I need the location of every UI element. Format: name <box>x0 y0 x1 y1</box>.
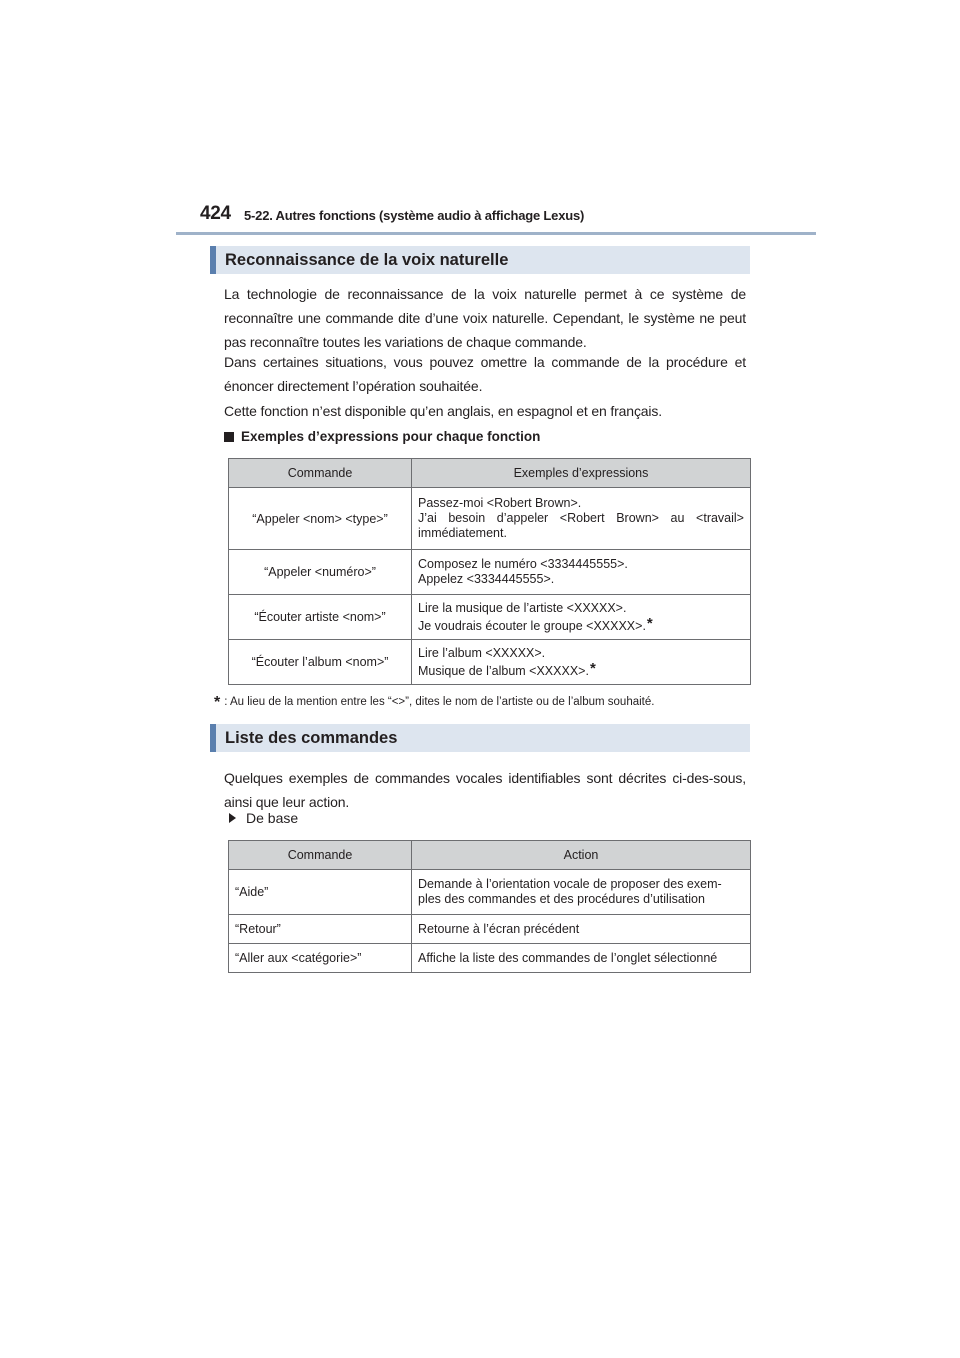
command-cell: “Aller aux <catégorie>” <box>229 944 412 973</box>
footnote-asterisk: * <box>214 694 221 711</box>
paragraph: Dans certaines situations, vous pouvez omettre la commande de la procédure et énoncer directement l’opération souhaitée. <box>224 354 746 394</box>
action-line: ples des commandes et des procédures d’utilisation <box>418 892 705 906</box>
action-line: Retourne à l’écran précédent <box>418 921 580 936</box>
expression-cell <box>412 595 751 640</box>
column-header: Exemples d’expressions <box>412 459 751 488</box>
command-cell: “Appeler <nom> <type>” <box>229 488 412 550</box>
expression-cell <box>412 640 751 685</box>
subheading-exemples <box>224 429 540 444</box>
table-row <box>229 640 751 685</box>
table-row <box>229 595 751 640</box>
asterisk-mark: * <box>589 659 596 677</box>
asterisk-mark: * <box>646 614 653 632</box>
command-cell: “Aide” <box>229 870 412 915</box>
expression-line: Passez-moi <Robert Brown>. <box>418 496 582 510</box>
expression-text: Musique de l’album <XXXXX>. <box>418 663 589 678</box>
section-header-reconnaissance <box>210 246 750 274</box>
paragraph: Quelques exemples de commandes vocales identifiables sont décrites ci-des-sous, ainsi que leur action. <box>224 770 746 810</box>
action-cell <box>412 915 751 944</box>
expression-text: Je voudrais écouter le groupe <XXXXX>. <box>418 618 646 633</box>
expression-line: Lire l’album <XXXXX>. <box>418 645 546 660</box>
action-cell <box>412 944 751 973</box>
expression-line: Appelez <3334445555>. <box>418 572 555 586</box>
table-row <box>229 870 751 915</box>
expression-line-with-star <box>418 616 744 634</box>
table-header-row <box>229 841 751 870</box>
page-number: 424 <box>200 203 231 224</box>
expression-line: immédiatement. <box>418 526 507 540</box>
subheading-text: Exemples d’expressions pour chaque fonction <box>241 429 541 444</box>
expression-cell <box>412 488 751 550</box>
commands-table <box>228 840 751 973</box>
command-cell: “Retour” <box>229 915 412 944</box>
table-row <box>229 488 751 550</box>
expression-cell <box>412 550 751 595</box>
action-cell <box>412 870 751 915</box>
expression-line: Lire la musique de l’artiste <XXXXX>. <box>418 600 627 615</box>
header-rule <box>176 232 816 235</box>
action-line: Demande à l’orientation vocale de proposer des exem- <box>418 877 722 891</box>
section-header-liste <box>210 724 750 752</box>
bullet-de-base <box>229 810 298 826</box>
column-header: Commande <box>229 459 412 488</box>
table-row <box>229 944 751 973</box>
expressions-table <box>228 458 751 685</box>
section-title: Liste des commandes <box>225 729 398 747</box>
square-bullet-icon <box>224 432 234 442</box>
column-header: Action <box>412 841 751 870</box>
table-row <box>229 550 751 595</box>
paragraph: La technologie de reconnaissance de la voix naturelle permet à ce système de reconnaître une commande dite d’une voix naturelle. Cependant, le système ne peut pas reconnaître toutes les variations de chaque commande. <box>224 286 746 350</box>
bullet-text: De base <box>246 810 299 826</box>
footnote <box>214 694 654 712</box>
triangle-bullet-icon <box>229 813 236 823</box>
expression-line: Composez le numéro <3334445555>. <box>418 557 628 571</box>
table-row <box>229 915 751 944</box>
section-title: Reconnaissance de la voix naturelle <box>225 251 509 269</box>
expression-line: J’ai besoin d’appeler <Robert Brown> au <travail> <box>418 511 744 525</box>
command-cell: “Écouter l’album <nom>” <box>229 640 412 685</box>
table-header-row <box>229 459 751 488</box>
action-line: Affiche la liste des commandes de l’onglet sélectionné <box>418 950 718 965</box>
paragraph: Cette fonction n’est disponible qu’en anglais, en espagnol et en français. <box>224 403 662 419</box>
footnote-text: : Au lieu de la mention entre les “<>”, dites le nom de l’artiste ou de l’album souhaité. <box>224 696 655 708</box>
expression-line-with-star <box>418 661 744 679</box>
command-cell: “Appeler <numéro>” <box>229 550 412 595</box>
command-cell: “Écouter artiste <nom>” <box>229 595 412 640</box>
column-header: Commande <box>229 841 412 870</box>
running-title: 5-22. Autres fonctions (système audio à affichage Lexus) <box>244 208 585 223</box>
